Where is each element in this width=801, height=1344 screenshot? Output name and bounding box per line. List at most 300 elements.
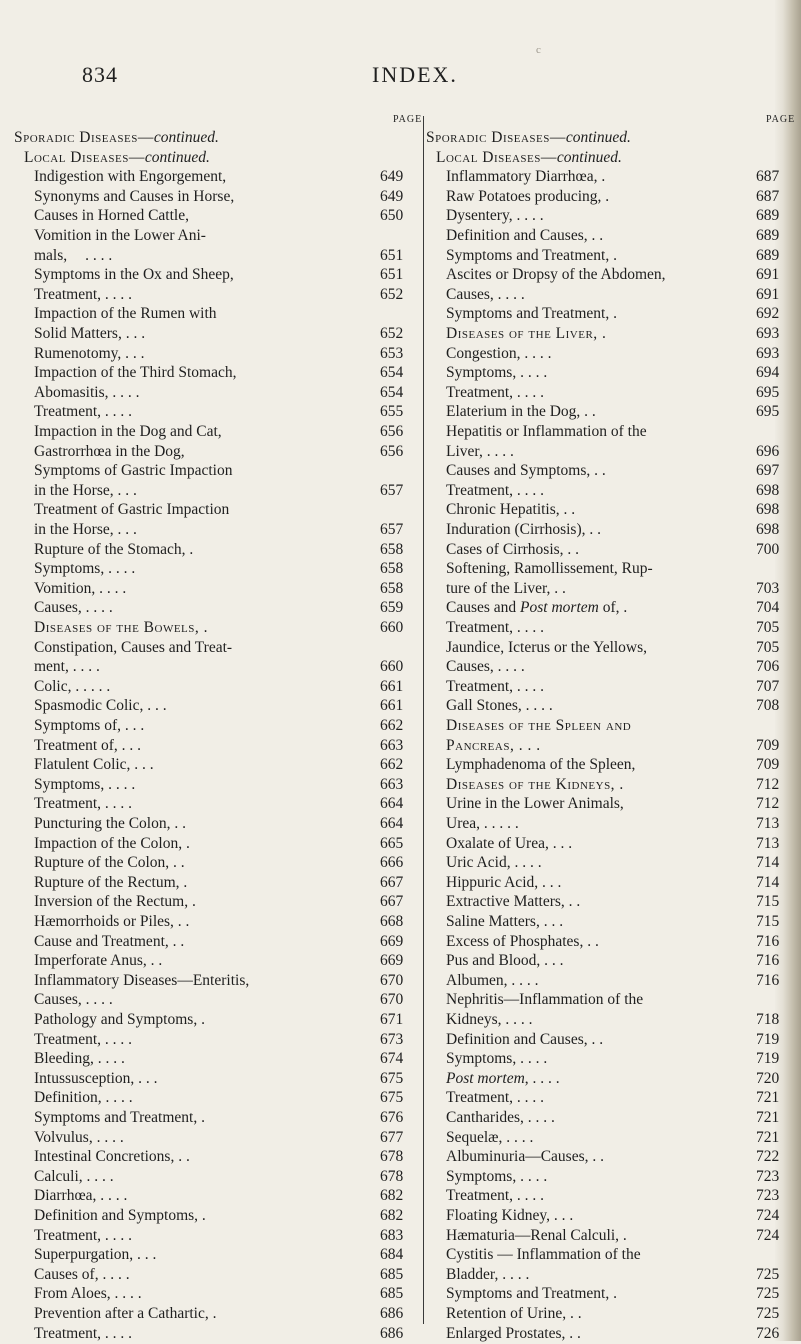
entry-page-number: 691 bbox=[756, 285, 780, 303]
entry-page-number: 666 bbox=[380, 854, 404, 872]
entry-text: Urea, . . . . . bbox=[446, 815, 519, 832]
index-entry bbox=[14, 1030, 404, 1050]
entry-page-number: 687 bbox=[756, 187, 780, 205]
entry-italic-text: Post mortem bbox=[520, 599, 599, 617]
entry-page-number: 698 bbox=[756, 501, 780, 519]
entry-text: Hæmaturia—Renal Calculi, . bbox=[446, 1226, 627, 1244]
entry-text: Sequelæ, . . . . bbox=[446, 1128, 534, 1146]
entry-page-number: 720 bbox=[756, 1069, 780, 1087]
entry-text: Definition and Symptoms, . bbox=[34, 1207, 206, 1224]
index-entry bbox=[426, 696, 780, 716]
index-entry bbox=[14, 304, 217, 324]
entry-page-number: 691 bbox=[756, 266, 780, 284]
entry-text: From Aloes, . . . . bbox=[34, 1285, 142, 1303]
entry-page-number: 708 bbox=[756, 697, 780, 715]
index-entry bbox=[14, 383, 404, 403]
entry-text: Rupture of the Rectum, . bbox=[34, 873, 188, 891]
entry-text: Diseases of the Liver, . bbox=[446, 325, 607, 342]
entry-page-number: 722 bbox=[756, 1148, 780, 1166]
entry-page-number: 686 bbox=[380, 1324, 404, 1342]
entry-page-number: 689 bbox=[756, 207, 780, 225]
index-entry bbox=[14, 775, 404, 795]
entry-text: Symptoms, . . . . bbox=[446, 1167, 548, 1185]
entry-text: Treatment, . . . . bbox=[446, 619, 545, 636]
entry-text: Superpurgation, . . . bbox=[34, 1246, 157, 1264]
entry-text: Solid Matters, . . . bbox=[34, 325, 146, 342]
entry-text: mals, bbox=[34, 246, 68, 264]
index-column-right bbox=[426, 114, 796, 1342]
entry-text: Flatulent Colic, . . . bbox=[34, 756, 154, 774]
entry-page-number: 714 bbox=[756, 854, 780, 872]
entry-page-number: 683 bbox=[380, 1226, 404, 1244]
entry-page-number: 670 bbox=[380, 971, 404, 989]
entry-page-number: 705 bbox=[756, 638, 780, 656]
index-entry bbox=[14, 677, 404, 697]
index-entry bbox=[426, 657, 780, 677]
index-entry bbox=[14, 794, 404, 814]
index-entry bbox=[14, 481, 404, 501]
entry-page-number: 685 bbox=[380, 1285, 404, 1303]
page-column-label: PAGE bbox=[766, 114, 796, 125]
index-entry bbox=[14, 363, 404, 383]
entry-page-number: 716 bbox=[756, 932, 780, 950]
entry-text: in the Horse, . . . bbox=[34, 481, 137, 499]
entry-page-number: 658 bbox=[380, 579, 404, 597]
entry-text: Albumen, . . . . bbox=[446, 971, 539, 989]
index-entry bbox=[426, 1069, 780, 1089]
index-entry bbox=[14, 500, 229, 520]
entry-text: Lymphadenoma of the Spleen, bbox=[446, 756, 636, 774]
entry-text: Inflammatory Diarrhœa, . bbox=[446, 168, 606, 186]
entry-page-number: 698 bbox=[756, 521, 780, 538]
entry-text: Chronic Hepatitis, . . bbox=[446, 501, 576, 519]
entry-text: Impaction in the Dog and Cat, bbox=[34, 423, 222, 440]
entry-text: Intestinal Concretions, . . bbox=[34, 1148, 190, 1166]
entry-text: Definition, . . . . bbox=[34, 1089, 133, 1107]
entry-text-suffix: of, . bbox=[598, 599, 628, 617]
entry-text: Raw Potatoes producing, . bbox=[446, 187, 610, 205]
entry-page-number: 719 bbox=[756, 1030, 780, 1048]
index-entry bbox=[14, 951, 404, 971]
entry-page-number: 669 bbox=[380, 932, 404, 950]
entry-page-number: 716 bbox=[756, 952, 780, 970]
index-entry bbox=[14, 246, 404, 266]
entry-text: Synonyms and Causes in Horse, bbox=[34, 187, 235, 205]
entry-text: Congestion, . . . . bbox=[446, 344, 552, 362]
entry-page-number: 665 bbox=[380, 834, 404, 852]
entry-page-number: 705 bbox=[756, 619, 780, 636]
entry-page-number: 706 bbox=[756, 658, 780, 676]
entry-text: Causes and Symptoms, . . bbox=[446, 462, 606, 480]
entry-page-number: 658 bbox=[380, 560, 404, 578]
entry-page-number: 659 bbox=[380, 599, 404, 617]
entry-text: Symptoms of, . . . bbox=[34, 717, 145, 734]
index-entry bbox=[14, 638, 232, 658]
index-entry bbox=[14, 1226, 404, 1246]
entry-italic-text: continued. bbox=[144, 148, 210, 166]
index-entry bbox=[426, 912, 780, 932]
index-entry bbox=[426, 1206, 780, 1226]
entry-text-suffix: , . . . . bbox=[524, 1069, 560, 1087]
index-entry bbox=[426, 304, 780, 324]
entry-text: Puncturing the Colon, . . bbox=[34, 815, 186, 832]
entry-text: Cantharides, . . . . bbox=[446, 1109, 555, 1126]
index-entry bbox=[426, 1186, 780, 1206]
index-entry bbox=[14, 1265, 404, 1285]
entry-text: Treatment, . . . . bbox=[34, 1324, 133, 1342]
index-entry bbox=[426, 324, 780, 344]
index-entry bbox=[14, 285, 404, 305]
entry-text: Uric Acid, . . . . bbox=[446, 854, 542, 872]
index-entry bbox=[426, 148, 622, 168]
entry-page-number: 675 bbox=[380, 1089, 404, 1107]
entry-page-number: 686 bbox=[380, 1305, 404, 1322]
entry-page-number: 660 bbox=[380, 658, 404, 676]
entry-page-number: 689 bbox=[756, 227, 780, 244]
index-entry bbox=[426, 226, 780, 246]
entry-text: Nephritis—Inflammation of the bbox=[446, 991, 644, 1009]
index-entry bbox=[14, 657, 404, 677]
entry-text: Rupture of the Stomach, . bbox=[34, 540, 194, 558]
index-entry bbox=[14, 579, 404, 599]
entry-text: Treatment, . . . . bbox=[34, 795, 133, 813]
entry-text: Colic, . . . . . bbox=[34, 677, 111, 695]
index-entry bbox=[426, 1167, 780, 1187]
index-entry bbox=[14, 696, 404, 716]
entry-page-number: 689 bbox=[756, 246, 780, 264]
index-entry bbox=[426, 814, 780, 834]
entry-page-number: 674 bbox=[380, 1050, 404, 1068]
entry-text: Floating Kidney, . . . bbox=[446, 1207, 574, 1224]
index-entry bbox=[426, 579, 780, 599]
entry-page-number: 664 bbox=[380, 795, 404, 813]
entry-page-number: 676 bbox=[380, 1109, 404, 1126]
entry-text: Symptoms, . . . . bbox=[34, 775, 136, 793]
entry-text: Sporadic Diseases— bbox=[426, 129, 566, 146]
entry-text: Retention of Urine, . . bbox=[446, 1305, 582, 1322]
index-entry bbox=[14, 932, 404, 952]
entry-page-number: 677 bbox=[380, 1128, 404, 1146]
index-entry bbox=[426, 1108, 780, 1128]
index-entry bbox=[14, 402, 404, 422]
entry-page-number: 669 bbox=[380, 952, 404, 970]
index-entry bbox=[14, 834, 404, 854]
entry-text: Treatment, . . . . bbox=[34, 285, 133, 303]
entry-page-number: 668 bbox=[380, 913, 404, 930]
entry-page-number: 700 bbox=[756, 540, 780, 558]
index-entry bbox=[426, 736, 780, 756]
entry-page-number: 656 bbox=[380, 442, 404, 460]
entry-text: Causes, . . . . bbox=[446, 285, 525, 303]
entry-page-number: 695 bbox=[756, 403, 780, 421]
entry-page-number: 651 bbox=[380, 266, 404, 284]
entry-page-number: 656 bbox=[380, 423, 404, 440]
entry-page-number: 697 bbox=[756, 462, 780, 480]
entry-text: Symptoms and Treatment, . bbox=[446, 1285, 617, 1303]
entry-text: Impaction of the Rumen with bbox=[34, 305, 217, 323]
index-entry bbox=[14, 1304, 404, 1324]
entry-page-number: 663 bbox=[380, 736, 404, 754]
entry-text: Impaction of the Colon, . bbox=[34, 834, 190, 852]
index-entry bbox=[426, 598, 780, 618]
index-entry bbox=[426, 951, 780, 971]
entry-text: Induration (Cirrhosis), . . bbox=[446, 521, 601, 538]
index-entry bbox=[426, 167, 780, 187]
entry-page-number: 693 bbox=[756, 325, 780, 342]
index-entry bbox=[14, 344, 404, 364]
entry-text: Treatment of, . . . bbox=[34, 736, 142, 754]
entry-text: Treatment, . . . . bbox=[446, 1089, 545, 1107]
entry-page-number: 696 bbox=[756, 442, 780, 460]
entry-text: Excess of Phosphates, . . bbox=[446, 932, 599, 950]
index-entry bbox=[14, 1088, 404, 1108]
entry-page-number: 652 bbox=[380, 285, 404, 303]
index-entry bbox=[14, 1147, 404, 1167]
entry-text: Causes, . . . . bbox=[34, 599, 113, 617]
index-entry bbox=[14, 128, 219, 148]
entry-text: Symptoms, . . . . bbox=[446, 1050, 548, 1068]
column-divider bbox=[423, 116, 424, 1324]
entry-text: Causes, . . . . bbox=[446, 658, 525, 676]
index-entry bbox=[14, 559, 404, 579]
entry-page-number: 661 bbox=[380, 697, 404, 715]
index-entry bbox=[14, 716, 404, 736]
entry-page-number: 654 bbox=[380, 364, 404, 382]
entry-text: Ascites or Dropsy of the Abdomen, bbox=[446, 266, 666, 284]
index-entry bbox=[426, 461, 780, 481]
entry-text: Sporadic Diseases— bbox=[14, 129, 154, 146]
entry-text: Diseases of the Bowels, . bbox=[34, 619, 209, 636]
entry-page-number: 703 bbox=[756, 579, 780, 597]
index-entry bbox=[14, 226, 206, 246]
entry-page-number: 719 bbox=[756, 1050, 780, 1068]
index-entry bbox=[426, 677, 780, 697]
index-entry bbox=[14, 265, 404, 285]
entry-text: Constipation, Causes and Treat- bbox=[34, 638, 233, 656]
entry-text: Albuminuria—Causes, . . bbox=[446, 1148, 604, 1166]
entry-text: Symptoms of Gastric Impaction bbox=[34, 462, 233, 480]
index-entry bbox=[426, 540, 780, 560]
index-entry bbox=[426, 892, 780, 912]
entry-text: Symptoms, . . . . bbox=[446, 364, 548, 382]
entry-page-number: 682 bbox=[380, 1187, 404, 1205]
entry-page-number: 695 bbox=[756, 383, 780, 401]
running-title: INDEX. bbox=[372, 62, 458, 87]
index-entry bbox=[426, 1128, 780, 1148]
index-entry bbox=[14, 324, 404, 344]
entry-page-number: 652 bbox=[380, 325, 404, 342]
index-entry bbox=[14, 853, 404, 873]
index-entry bbox=[14, 1284, 404, 1304]
entry-text: Imperforate Anus, . . bbox=[34, 952, 163, 970]
index-entry bbox=[426, 442, 780, 462]
entry-page-number: 650 bbox=[380, 207, 404, 225]
entry-text: Cystitis — Inflammation of the bbox=[446, 1246, 641, 1264]
entry-italic-text: continued. bbox=[565, 129, 631, 146]
entry-page-number: 671 bbox=[380, 1011, 404, 1028]
entry-text: ment, . . . . bbox=[34, 658, 100, 676]
entry-text: Treatment, . . . . bbox=[446, 383, 545, 401]
entry-page-number: 715 bbox=[756, 913, 780, 930]
entry-page-number: 649 bbox=[380, 168, 404, 186]
entry-text: Indigestion with Engorgement, bbox=[34, 168, 227, 186]
entry-page-number: 660 bbox=[380, 619, 404, 636]
entry-text: Hippuric Acid, . . . bbox=[446, 873, 562, 891]
entry-text: Gall Stones, . . . . bbox=[446, 697, 553, 715]
entry-page-number: 667 bbox=[380, 873, 404, 891]
index-entry bbox=[426, 383, 780, 403]
index-entry bbox=[14, 1245, 404, 1265]
index-entry bbox=[426, 265, 780, 285]
index-entry bbox=[14, 598, 404, 618]
entry-italic-text: continued. bbox=[153, 129, 219, 146]
entry-page-number: 709 bbox=[756, 756, 780, 774]
entry-page-number: 715 bbox=[756, 893, 780, 911]
entry-text: Causes in Horned Cattle, bbox=[34, 207, 189, 225]
entry-text: Vomition, . . . . bbox=[34, 579, 127, 597]
entry-text: Treatment, . . . . bbox=[446, 677, 545, 695]
index-entry bbox=[426, 638, 780, 658]
index-entry bbox=[426, 1245, 641, 1265]
entry-text: Diseases of the Spleen and bbox=[446, 717, 632, 734]
entry-text: Inversion of the Rectum, . bbox=[34, 893, 196, 911]
index-entry bbox=[426, 1088, 780, 1108]
entry-italic-text: Post mortem bbox=[446, 1069, 525, 1087]
index-entry bbox=[426, 187, 780, 207]
entry-text: Saline Matters, . . . bbox=[446, 913, 564, 930]
index-entry bbox=[426, 500, 780, 520]
index-entry bbox=[426, 1304, 780, 1324]
entry-page-number: 723 bbox=[756, 1167, 780, 1185]
entry-page-number: 724 bbox=[756, 1207, 780, 1224]
entry-page-number: 718 bbox=[756, 1011, 780, 1028]
index-entry bbox=[14, 461, 232, 481]
index-entry bbox=[14, 520, 404, 540]
entry-text: Impaction of the Third Stomach, bbox=[34, 364, 237, 382]
entry-text: Symptoms and Treatment, . bbox=[446, 246, 617, 264]
entry-text: Symptoms and Treatment, . bbox=[446, 305, 617, 323]
entry-text: Pus and Blood, . . . bbox=[446, 952, 564, 970]
index-entry bbox=[426, 206, 780, 226]
entry-page-number: 707 bbox=[756, 677, 780, 695]
entry-page-number: 693 bbox=[756, 344, 780, 362]
entry-text: Prevention after a Cathartic, . bbox=[34, 1305, 217, 1322]
index-entry bbox=[14, 206, 404, 226]
index-entry bbox=[14, 971, 404, 991]
entry-text: Treatment, . . . . bbox=[446, 481, 545, 499]
index-entry bbox=[14, 167, 404, 187]
index-entry bbox=[426, 716, 631, 736]
index-entry bbox=[14, 1128, 404, 1148]
index-entry bbox=[426, 481, 780, 501]
index-entry bbox=[14, 755, 404, 775]
index-entry bbox=[426, 520, 780, 540]
index-entry bbox=[426, 1030, 780, 1050]
index-entry bbox=[426, 794, 780, 814]
entry-page-number: 725 bbox=[756, 1305, 780, 1322]
entry-text: Abomasitis, . . . . bbox=[34, 383, 140, 401]
entry-page-number: 657 bbox=[380, 481, 404, 499]
entry-page-number: 649 bbox=[380, 187, 404, 205]
entry-page-number: 725 bbox=[756, 1285, 780, 1303]
entry-text: Spasmodic Colic, . . . bbox=[34, 697, 167, 715]
entry-text: Treatment of Gastric Impaction bbox=[34, 501, 230, 519]
index-entry bbox=[14, 1010, 404, 1030]
index-entry bbox=[426, 971, 780, 991]
entry-text: Softening, Ramollissement, Rup- bbox=[446, 560, 653, 578]
entry-page-number: 724 bbox=[756, 1226, 780, 1244]
index-entry bbox=[426, 285, 780, 305]
entry-text: Dysentery, . . . . bbox=[446, 207, 544, 225]
entry-text: Urine in the Lower Animals, bbox=[446, 795, 624, 813]
entry-page-number: 658 bbox=[380, 540, 404, 558]
entry-page-number: 675 bbox=[380, 1069, 404, 1087]
index-entry bbox=[14, 148, 210, 168]
entry-page-number: 725 bbox=[756, 1265, 780, 1283]
entry-text: Pathology and Symptoms, . bbox=[34, 1011, 205, 1028]
entry-leader-dots: . . . . bbox=[85, 246, 113, 264]
index-entry bbox=[14, 618, 404, 638]
entry-page-number: 712 bbox=[756, 795, 780, 813]
entry-page-number: 651 bbox=[380, 246, 404, 264]
entry-page-number: 684 bbox=[380, 1246, 404, 1264]
entry-text: Causes of, . . . . bbox=[34, 1265, 130, 1283]
index-column-left bbox=[14, 114, 423, 1342]
entry-text: Jaundice, Icterus or the Yellows, bbox=[446, 638, 648, 656]
entry-page-number: 723 bbox=[756, 1187, 780, 1205]
entry-page-number: 713 bbox=[756, 834, 780, 852]
index-entry bbox=[426, 422, 647, 442]
entry-page-number: 661 bbox=[380, 677, 404, 695]
entry-text: Bladder, . . . . bbox=[446, 1265, 530, 1283]
index-entry bbox=[426, 1049, 780, 1069]
entry-page-number: 655 bbox=[380, 403, 404, 421]
entry-text: Rumenotomy, . . . bbox=[34, 344, 145, 362]
index-entry bbox=[426, 402, 780, 422]
entry-page-number: 713 bbox=[756, 815, 780, 832]
index-entry bbox=[426, 990, 643, 1010]
entry-text: Calculi, . . . . bbox=[34, 1167, 114, 1185]
entry-text: Treatment, . . . . bbox=[34, 1226, 133, 1244]
index-entry bbox=[426, 559, 653, 579]
index-entry bbox=[14, 1167, 404, 1187]
entry-text: Pancreas, . . . bbox=[446, 736, 541, 754]
index-entry bbox=[14, 1049, 404, 1069]
index-entry bbox=[14, 540, 404, 560]
entry-text: Diseases of the Kidneys, . bbox=[446, 775, 624, 793]
index-entry bbox=[426, 1010, 780, 1030]
index-entry bbox=[426, 834, 780, 854]
entry-text: Cases of Cirrhosis, . . bbox=[446, 540, 580, 558]
index-entry bbox=[426, 1226, 780, 1246]
entry-text: Gastrorrhœa in the Dog, bbox=[34, 442, 185, 460]
entry-text: Bleeding, . . . . bbox=[34, 1050, 125, 1068]
index-entry bbox=[14, 1186, 404, 1206]
entry-page-number: 662 bbox=[380, 756, 404, 774]
entry-page-number: 694 bbox=[756, 364, 780, 382]
entry-page-number: 673 bbox=[380, 1030, 404, 1048]
index-entry bbox=[426, 363, 780, 383]
entry-page-number: 678 bbox=[380, 1167, 404, 1185]
entry-text: Symptoms, . . . . bbox=[34, 560, 136, 578]
entry-text: Kidneys, . . . . bbox=[446, 1011, 533, 1028]
index-entry bbox=[426, 1265, 780, 1285]
index-entry bbox=[426, 246, 780, 266]
entry-text: Intussusception, . . . bbox=[34, 1069, 158, 1087]
entry-page-number: 726 bbox=[756, 1324, 780, 1342]
entry-page-number: 692 bbox=[756, 305, 780, 323]
index-entry bbox=[426, 1147, 780, 1167]
